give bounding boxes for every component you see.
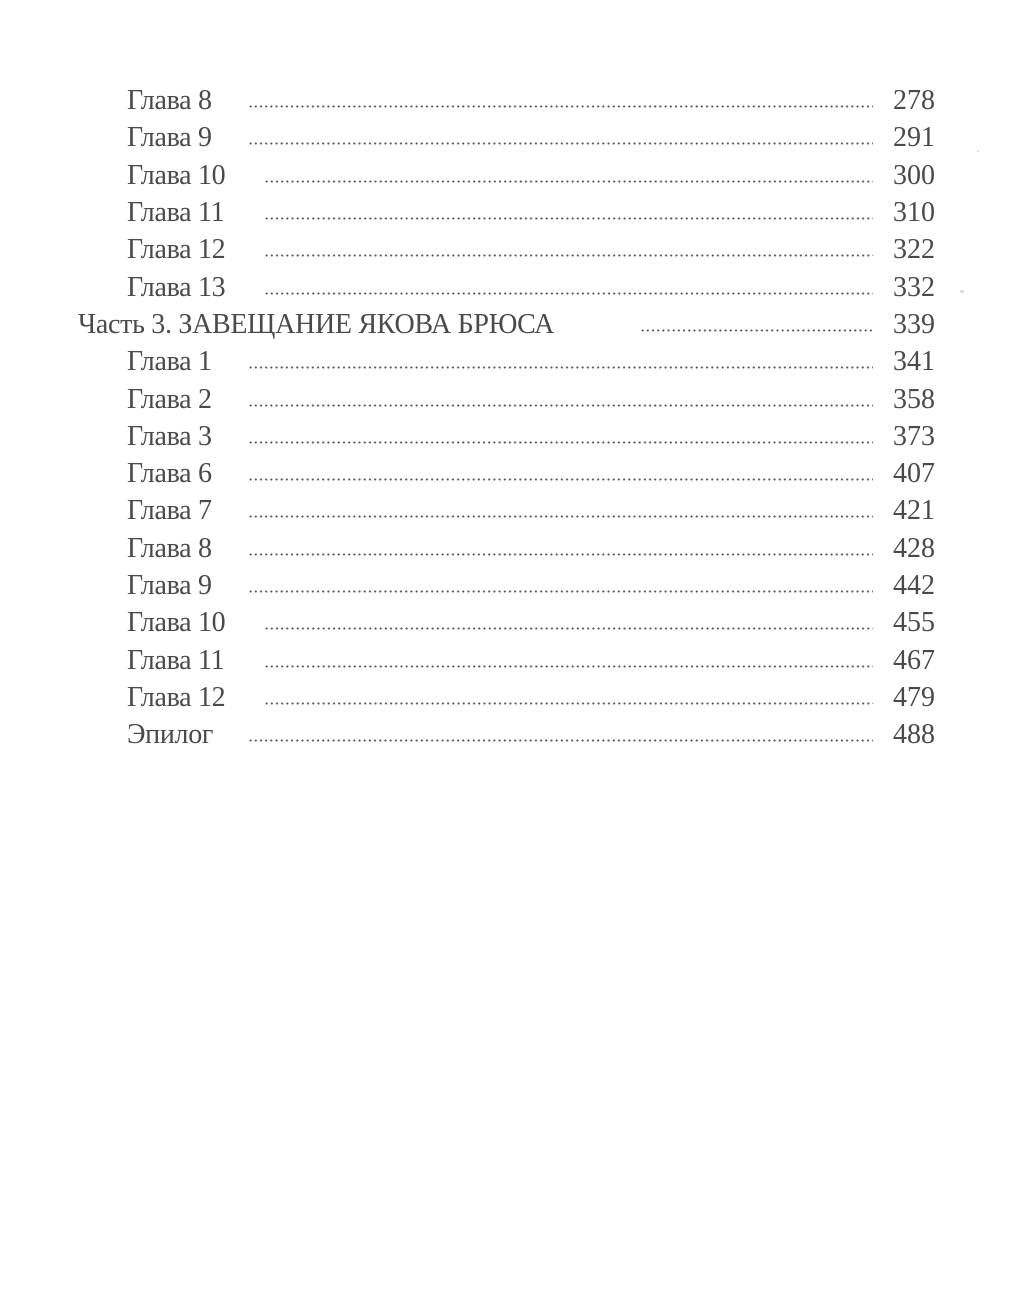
toc-entry-title: Глава 7 [127,495,212,526]
dot-leader [248,404,873,407]
dot-leader [248,105,873,108]
toc-entry-title: Глава 8 [127,533,212,564]
toc-entry-page: 358 [893,384,935,415]
toc-entry [0,381,1021,418]
toc-entry-title: Часть 3. ЗАВЕЩАНИЕ ЯКОВА БРЮСА [78,309,555,340]
toc-entry [0,492,1021,529]
toc-entry-title: Глава 2 [127,384,212,415]
toc-entry [0,82,1021,119]
toc-entry-title: Глава 9 [127,122,212,153]
toc-entry-title: Глава 6 [127,458,212,489]
toc-entry [0,418,1021,455]
toc-entry [0,567,1021,604]
toc-entry-title: Глава 10 [127,607,226,638]
dot-leader [640,329,873,332]
dot-leader [264,292,873,295]
toc-entry [0,231,1021,268]
toc-entry-page: 442 [893,570,935,601]
toc-entry-page: 332 [893,272,935,303]
toc-entry-title: Глава 12 [127,682,226,713]
toc-entry-page: 467 [893,645,935,676]
dot-leader [248,590,873,593]
scan-speck [977,150,979,152]
toc-entry-title: Глава 13 [127,272,226,303]
toc-entry-page: 300 [893,160,935,191]
toc-entry [0,679,1021,716]
toc-entry [0,455,1021,492]
dot-leader [248,739,873,742]
toc-entry-page: 341 [893,346,935,377]
dot-leader [264,665,873,668]
toc-entry-page: 479 [893,682,935,713]
toc-entry-title: Эпилог [127,719,214,750]
dot-leader [264,702,873,705]
toc-entry-title: Глава 10 [127,160,226,191]
toc-entry-page: 455 [893,607,935,638]
dot-leader [264,254,873,257]
toc-entry [0,119,1021,156]
dot-leader [248,515,873,518]
toc-entry [0,269,1021,306]
dot-leader [248,553,873,556]
toc-part-heading [0,306,1021,343]
toc-entry-title: Глава 12 [127,234,226,265]
dot-leader [248,478,873,481]
toc-entry [0,642,1021,679]
toc-entry [0,716,1021,753]
toc-entry-title: Глава 11 [127,197,225,228]
dot-leader [264,180,873,183]
toc-entry-title: Глава 3 [127,421,212,452]
dot-leader [264,217,873,220]
toc-entry-title: Глава 9 [127,570,212,601]
scan-speck [960,290,964,293]
dot-leader [248,441,873,444]
toc-entry-page: 278 [893,85,935,116]
toc-entry-title: Глава 8 [127,85,212,116]
toc-entry-page: 428 [893,533,935,564]
toc-entry [0,530,1021,567]
toc-entry-page: 421 [893,495,935,526]
toc-entry-title: Глава 11 [127,645,225,676]
dot-leader [248,366,873,369]
toc-entry-page: 322 [893,234,935,265]
dot-leader [248,142,873,145]
dot-leader [264,627,873,630]
toc-entry-page: 310 [893,197,935,228]
toc-entry-title: Глава 1 [127,346,212,377]
toc-entry [0,343,1021,380]
toc-entry-page: 291 [893,122,935,153]
toc-entry-page: 488 [893,719,935,750]
toc-entry-page: 373 [893,421,935,452]
toc-entry [0,194,1021,231]
toc-entry [0,157,1021,194]
toc-entry-page: 339 [893,309,935,340]
toc-entry [0,604,1021,641]
toc-entry-page: 407 [893,458,935,489]
